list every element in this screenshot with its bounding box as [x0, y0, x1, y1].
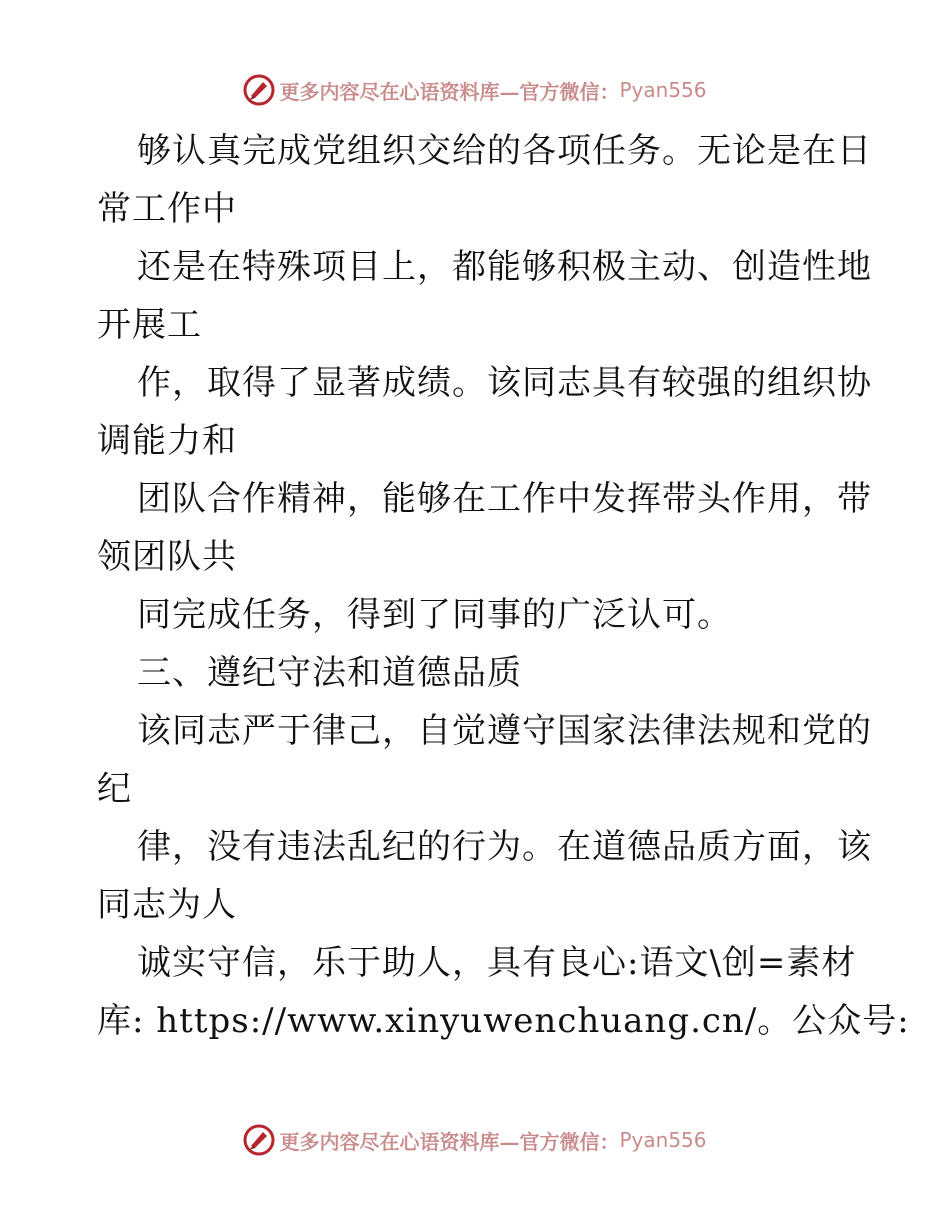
section-heading: 三、遵纪守法和道德品质 — [137, 653, 522, 693]
header-banner-text: 更多内容尽在心语资料库—官方微信： — [279, 79, 620, 104]
footer-wechat-id: Pyan556 — [619, 1128, 707, 1152]
text-line: 还是在特殊项目上，都能够积极主动、创造性地 — [137, 247, 872, 287]
text-line: 纪 — [97, 769, 132, 809]
text-line: 同完成任务，得到了同事的广泛认可。 — [137, 595, 732, 635]
text-line: 调能力和 — [97, 421, 237, 461]
text-line: 作，取得了显著成绩。该同志具有较强的组织协 — [137, 363, 872, 403]
footer-banner-text: 更多内容尽在心语资料库—官方微信： — [279, 1129, 620, 1154]
page-footer-banner — [0, 1120, 950, 1160]
text-line: 律，没有违法乱纪的行为。在道德品质方面，该 — [137, 827, 872, 867]
text-line: 该同志严于律己，自觉遵守国家法律法规和党的 — [137, 711, 872, 751]
text-line: 常工作中 — [97, 189, 237, 229]
text-line: 领团队共 — [97, 537, 237, 577]
logo-icon — [243, 1124, 275, 1156]
text-line: 团队合作精神，能够在工作中发挥带头作用，带 — [137, 479, 872, 519]
page-header-banner — [0, 70, 950, 110]
text-line: 诚实守信，乐于助人，具有良心:语文\创=素材 — [137, 943, 857, 983]
document-body — [97, 122, 910, 1050]
header-wechat-id: Pyan556 — [619, 78, 707, 102]
text-line: 够认真完成党组织交给的各项任务。无论是在日 — [137, 131, 872, 171]
logo-icon — [243, 74, 275, 106]
text-line: 同志为人 — [97, 885, 237, 925]
text-line: 库: https://www.xinyuwenchuang.cn/。公众号: — [97, 1001, 910, 1041]
text-line: 开展工 — [97, 305, 202, 345]
